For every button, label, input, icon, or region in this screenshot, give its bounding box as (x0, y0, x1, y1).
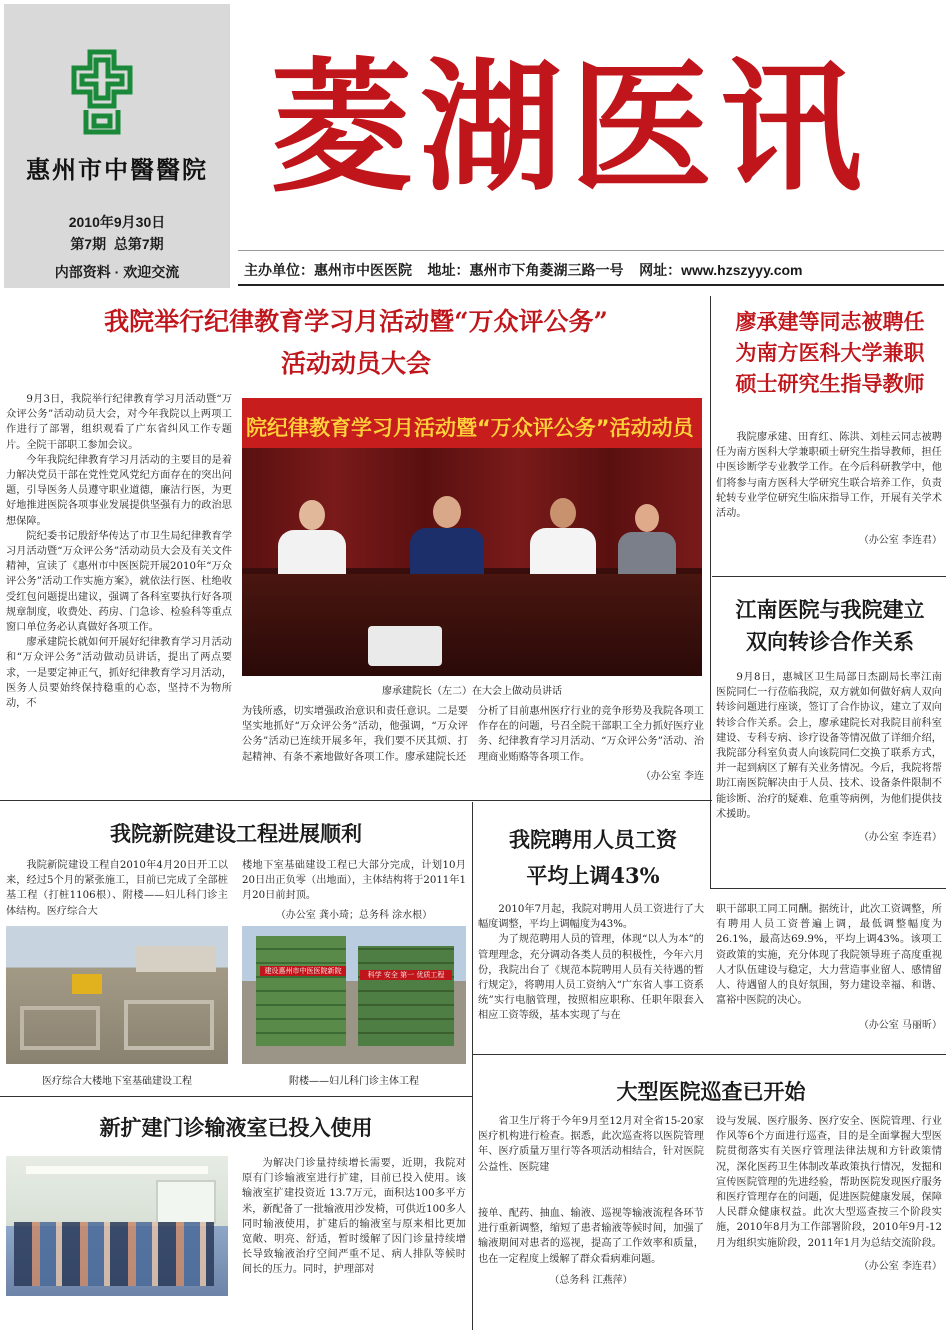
middle-divider (472, 802, 473, 1330)
ceiling-light-icon (26, 1166, 208, 1174)
side2-paragraph: 9月8日，惠城区卫生局部日杰副局长率江南医院同仁一行莅临我院，双方就如何做好病人双向转诊问题进行座谈，签订了合作协议，建立了双向转诊合作关系。会上，廖承建院长对我院目前科室建设、专科专病、诊疗设备等情况做了详细介绍，我院部分科室负责人向该院同仁交换了联系方式，并一起到病区了解有关业务情况。今后，我院将帮助江南医院解决由于人员、技术、设备条件限制不能诊断、治疗的疑难、危重等病例，为他们提供技术援助。 (716, 672, 942, 820)
issue-number: 第7期 总第7期 (70, 236, 164, 252)
salary-paragraph: 2010年7月起，我院对聘用人员工资进行了大幅度调整，平均上调幅度为43%。 (478, 904, 704, 931)
foundation-icon (20, 1006, 100, 1050)
salary-byline: （办公室 马丽昕） (858, 1020, 942, 1032)
person-icon (410, 496, 484, 580)
side1-title-line: 廖承建等同志被聘任 (735, 309, 925, 334)
side1-paragraph: 我院廖承建、田育红、陈洪、刘桂云同志被聘任为南方医科大学兼职硕士研究生指导教师，担任中医诊断学专业教学工作。在今后科研教学中，他们将参与南方医科大学研究生联合培养工作，负责轮转专业学位研究生临床指导工作，开展有关学术活动。 (716, 432, 942, 520)
photo-banner-text: 院纪律教育学习月活动暨“万众评公务”活动动员 (246, 416, 694, 440)
hospital-name: 惠州市中醫醫院 (26, 155, 208, 184)
photo-table (242, 574, 702, 676)
lead-paragraph: 今年我院纪律教育学习月活动的主要目的是着力解决党员干部在党性党风党纪方面存在的突出问题，引导医务人员遵守职业道德，廉洁行医，为更好地推进医院各项事业发展提供坚强有力的政治思想保障。 (6, 454, 232, 527)
build-title: 我院新院建设工程进展顺利 (110, 821, 362, 846)
building-icon (136, 946, 216, 972)
side2-title (712, 594, 948, 658)
person-icon (618, 504, 676, 580)
banner-red: 建设惠州市中医医院新院 (260, 966, 346, 976)
publisher-info: 主办单位：惠州市中医医院 地址：惠州市下角菱湖三路一号 网址：www.hzszyyy.com (244, 262, 803, 278)
build-column-1 (6, 858, 228, 919)
inspect-column-2 (716, 1114, 942, 1272)
info-line-top (238, 250, 944, 251)
inspect-column-1 (478, 1114, 704, 1175)
build-paragraph: 楼地下室基础建设工程已大部分完成，计划10月20日出正负零（出地面），主体结构将于2011年1月20日前封顶。 (242, 860, 466, 902)
side1-title (714, 306, 946, 399)
person-icon (530, 498, 596, 580)
lead-paragraph: 为钱所惑，切实增强政治意识和责任意识。二是要坚实地抓好“万众评公务”活动，他强调，“万众评公务”活动已连续开展多年，我们要不厌其烦、打起精神、有条不紊地做好各项工作。廖承建院长还 (242, 706, 468, 763)
hospital-cross-logo-icon (66, 46, 138, 138)
build-paragraph: 我院新院建设工程自2010年4月20日开工以来，经过5个月的紧张施工，目前已完成了全部桩基工程（打桩1106根）、附楼——妇儿科门诊主体结构。医疗综合大 (6, 860, 228, 917)
construction-photo-1 (6, 926, 228, 1064)
inspect-paragraph: 省卫生厅将于今年9月至12月对全省15-20家医疗机构进行检查。据悉，此次巡查将以医院管理年、医疗质量万里行等各项活动相结合，针对医院公益性、医院建 (478, 1116, 704, 1173)
person-icon (278, 500, 346, 580)
build-byline: （办公室 龚小琦；总务科 涂水根） (275, 909, 433, 921)
construction-photo-2 (242, 926, 466, 1064)
lead-title-line1: 我院举行纪律教育学习月活动暨“万众评公务” (104, 307, 608, 336)
side2-title-line: 江南医院与我院建立 (735, 597, 925, 622)
side2-byline: （办公室 李连君） (858, 832, 942, 844)
side1-title-line: 为南方医科大学兼职 (735, 340, 925, 365)
patients-icon (14, 1222, 214, 1286)
construction-caption-1: 医疗综合大楼地下室基础建设工程 (42, 1076, 192, 1087)
lead-paragraph: 分析了目前惠州医疗行业的竞争形势及我院各项工作存在的问题，号召全院干部职工全力抓好医疗业务、纪律教育学习月活动、“万众评公务”活动、治理商业贿赂等各项工作。 (478, 706, 704, 763)
infusion-column-1 (242, 1156, 466, 1278)
lead-column-1 (6, 392, 232, 711)
inspect-paragraph: 设与发展、医疗服务、医疗安全、医院管理、行业作风等6个方面进行巡查，目的是全面掌握大型医院贯彻落实有关医疗管理法律法规和方针政策情况，深化医药卫生体制改革政策执行情况，发掘和宣传医院管理的先进经验，帮助医院发现医疗服务和医疗管理存在的问题，促进医院健康发展，保障人民群众健康权益。此次大型巡查按三个阶段实施，2010年8月为工作部署阶段，2010年9月-12月为组织实施阶段，2011年1月为总结交流阶段。 (716, 1116, 942, 1249)
lead-byline: （办公室 李连 (640, 770, 704, 782)
side2-title-line: 双向转诊合作关系 (746, 629, 914, 654)
lead-paragraph: 院纪委书记殷舒华传达了市卫生局纪律教育学习月活动暨“万众评公务”活动动员大会及有关文件精神，宣读了《惠州市中医医院开展2010年“万众评公务”活动工作实施方案》，就依法行医、杜绝收受红包问题提出建议，强调了各科室要执行好各项规章制度，收费处、药房、门急诊、检验科等重点窗口单位务必认真做好各项工作。 (6, 530, 232, 634)
infusion-paragraph: 为解决门诊量持续增长需要，近期，我院对原有门诊输液室进行扩建，目前已投入使用。该输液室扩建投资近 13.7万元，面积达100多平方米，新配备了一批输液用沙发椅，可供近100多人同时输液使用，扩建后的输液室与原来相比更加宽敞、明亮、舒适，暂时缓解了因门诊量持续增长导致输液治疗空间严重不足、病人排队等候时间长的压力。同时，护理部对 (242, 1158, 466, 1276)
infusion-byline: （总务科 江燕萍） (549, 1274, 633, 1286)
build-column-2 (242, 858, 466, 921)
lead-photo (242, 398, 702, 676)
construction-caption-2: 附楼——妇儿科门诊主体工程 (289, 1076, 419, 1087)
side2-body (716, 670, 942, 843)
projector-icon (368, 626, 442, 666)
salary-title (476, 822, 710, 894)
infusion-title: 新扩建门诊输液室已投入使用 (99, 1115, 373, 1140)
salary-column-1 (478, 902, 704, 1024)
building-frame-icon (256, 936, 346, 1046)
section-divider (0, 1096, 472, 1097)
section-divider (472, 1054, 946, 1055)
foundation-icon (124, 1000, 214, 1050)
lead-title-line2: 活动动员大会 (280, 349, 431, 378)
salary-title-line: 平均上调43% (526, 863, 660, 888)
salary-title-line: 我院聘用人员工资 (509, 827, 677, 852)
inspect-title: 大型医院巡查已开始 (616, 1079, 806, 1104)
lead-paragraph: 9月3日，我院举行纪律教育学习月活动暨“万众评公务”活动动员大会，对今年我院以上两项工作进行了部署，组织观看了广东省纠风工作专题片。全院干部职工参加会议。 (6, 394, 232, 451)
infusion-paragraph: 接单、配药、抽血、输液、巡视等输液流程各环节进行重新调整，缩短了患者输液等候时间，加强了输液期间对患者的巡视，提高了工作效率和质量，也在一定程度上缓解了群众看病难问题。 (478, 1208, 704, 1265)
lead-paragraph: 廖承建院长就如何开展好纪律教育学习月活动和“万众评公务”活动做动员讲话，提出了两点要求，一是要定神正气，抓好纪律教育学习月活动，医务人员要始终保持稳重的心态，坚持不为物所动，不 (6, 637, 232, 710)
issue-date: 2010年9月30日 (68, 214, 166, 230)
lead-column-2 (242, 704, 468, 765)
side-divider (712, 576, 946, 577)
banner-red: 科学 安全 第一 优质工程 (360, 970, 452, 980)
side1-body (716, 430, 942, 546)
side1-title-line: 硕士研究生指导教师 (735, 371, 925, 396)
excavator-icon (72, 974, 102, 994)
lead-column-3 (478, 704, 704, 782)
infusion-room-photo (6, 1156, 228, 1296)
salary-paragraph: 为了规范聘用人员的管理，体现“以人为本”的管理理念，充分调动各类人员的积极性，今年六月份，我院出台了《规范本院聘用人员有关待遇的暂行规定》，将聘用人员工资纳入“广东省人事工资系统”实行电脑管理，按照相应职称、任职年限套入相应工资等级，基本实现了与在 (478, 934, 704, 1022)
infusion-column-2 (478, 1206, 704, 1286)
side-box-bottom (710, 888, 946, 889)
section-divider (0, 800, 712, 801)
building-frame-icon (358, 946, 454, 1046)
lead-photo-caption: 廖承建院长（左二）在大会上做动员讲话 (382, 686, 562, 697)
newspaper-title: 菱湖医讯 (270, 46, 870, 211)
salary-paragraph: 职干部职工同工同酬。据统计，此次工资调整，所有聘用人员工资普遍上调，最低调整幅度为26.1%，最高达69.9%，平均上调43%。该项工资政策的实施，充分体现了我院领导班子高度重视人才队伍建设与稳定，大力营造事业留人、感情留人、待遇留人的良好氛围，努力建设幸福、和谐、富裕中医院的决心。 (716, 904, 942, 1007)
window-icon (156, 1180, 216, 1224)
side1-byline: （办公室 李连君） (858, 535, 942, 547)
salary-column-2 (716, 902, 942, 1031)
info-line-bottom (238, 284, 944, 286)
internal-note: 内部资料 · 欢迎交流 (54, 264, 180, 280)
inspect-byline: （办公室 李连君） (858, 1260, 942, 1272)
